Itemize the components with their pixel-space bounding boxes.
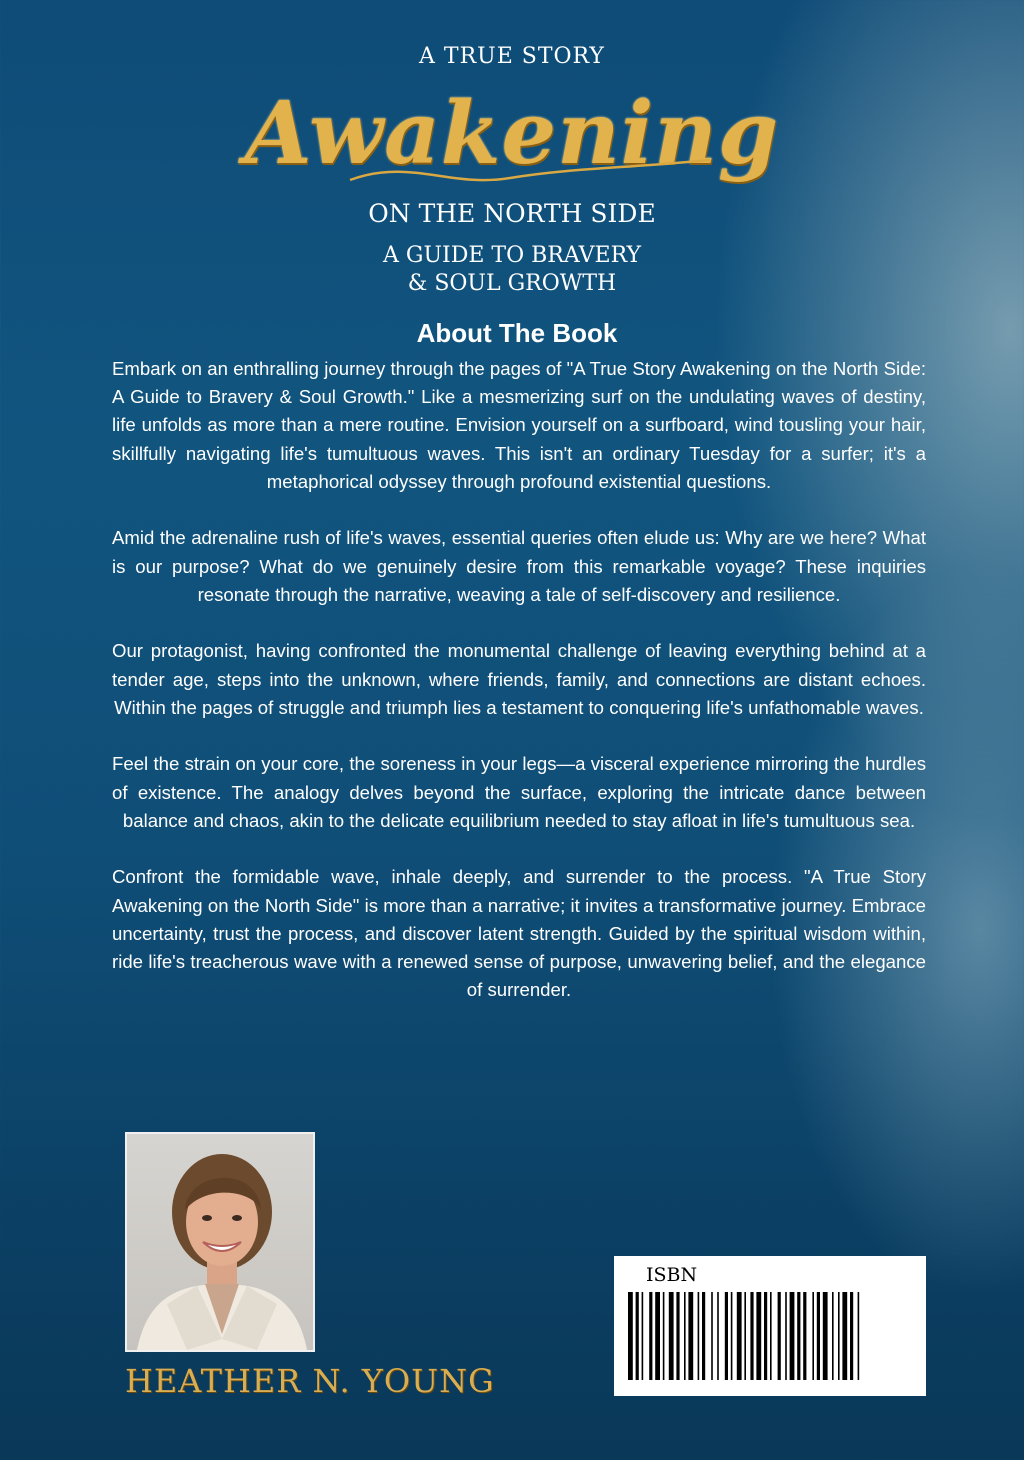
tagline [0, 242, 1024, 298]
about-paragraph: Confront the formidable wave, inhale deeply, and surrender to the process. "A True Story Awakening on the North Side" is more than a narrative; it invites a transformative journey. Embrace uncertainty, trust the process, and discover latent strength. Guided by the spiritual wisdom within, ride life's treacherous wave with a renewed sense of purpose, unwavering belief, and the elegance of surrender. [112, 866, 926, 1001]
about-paragraph: Amid the adrenaline rush of life's waves, essential queries often elude us: Why are we here? What is our purpose? What do we genuinely desire from this remarkable voyage? These inquiries resonate through the narrative, weaving a tale of self-discovery and resilience. [112, 527, 926, 605]
book-title-script: Awakening [244, 83, 780, 184]
about-paragraph: Feel the strain on your core, the soreness in your legs—a visceral experience mirroring the hurdles of existence. The analogy delves beyond the surface, exploring the intricate dance between balance and chaos, akin to the delicate equilibrium needed to stay afloat in life's tumultuous sea. [112, 753, 926, 831]
tagline-line-1: A GUIDE TO BRAVERY [383, 243, 641, 268]
barcode-icon [628, 1292, 912, 1380]
author-photo [125, 1132, 315, 1352]
about-heading: About The Book [416, 318, 618, 348]
about-paragraph: Our protagonist, having confronted the monumental challenge of leaving everything behind at a tender age, steps into the unknown, where friends, family, and connections are distant echoes. Within the pages of struggle and triumph lies a testament to conquering life's unfathomable waves. [112, 640, 926, 718]
tagline-line-2: & SOUL GROWTH [407, 271, 617, 296]
pre-title: A TRUE STORY [419, 44, 605, 69]
title-swash-decoration [330, 148, 730, 198]
author-name: HEATHER N. YOUNG [125, 1362, 495, 1400]
author-portrait-illustration [127, 1134, 313, 1350]
isbn-label: ISBN [646, 1264, 698, 1286]
about-paragraph: Embark on an enthralling journey through the pages of "A True Story Awakening on the North Side: A Guide to Bravery & Soul Growth." Like a mesmerizing surf on the undulating waves of destiny, life unfolds as more than a mere routine. Envision yourself on a surfboard, wind tousling your hair, skillfully navigating life's tumultuous waves. This isn't an ordinary Tuesday for a surfer; it's a metaphorical odyssey through profound existential questions. [112, 358, 926, 492]
about-body [112, 355, 926, 1033]
sub-title: ON THE NORTH SIDE [368, 199, 656, 228]
isbn-barcode [614, 1256, 926, 1396]
